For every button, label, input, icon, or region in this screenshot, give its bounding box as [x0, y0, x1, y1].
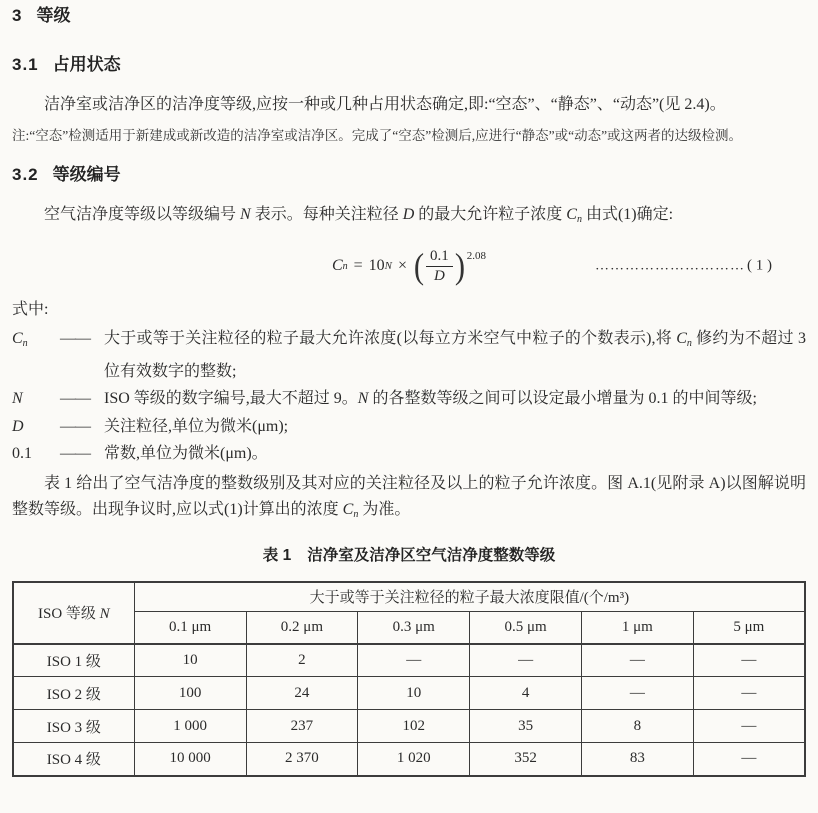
cell: 10 000: [134, 743, 246, 776]
variable-C: C: [566, 206, 577, 223]
text-segment: 表 1 给出了空气洁净度的整数级别及其对应的关注粒径及以上的粒子允许浓度。图 A.1(见附录 A)以图解说明整数等级。出现争议时,应以式(1)计算出的浓度: [12, 474, 806, 518]
cell: 1 000: [134, 710, 246, 743]
definition-n: [12, 385, 806, 413]
row-label: ISO 1 级: [13, 644, 134, 677]
column-header: 1 μm: [581, 612, 693, 644]
definition-dash: ——: [60, 417, 90, 435]
corner-header-label: ISO 等级: [37, 606, 100, 622]
section-title: 等级: [36, 6, 71, 25]
formula-1: [12, 237, 806, 295]
section-3-2-heading: [12, 165, 806, 185]
table-row: [13, 710, 805, 743]
section-title: 等级编号: [52, 165, 121, 184]
where-label: 式中:: [12, 301, 49, 318]
formula-lhs: C: [331, 257, 343, 274]
definition-cn: [12, 325, 806, 385]
cell: 10: [358, 677, 470, 710]
definition-term: D: [12, 417, 24, 435]
definition-01: [12, 440, 806, 468]
definition-text: 常数,单位为微米(μm)。: [104, 445, 268, 462]
column-header: 0.1 μm: [134, 612, 246, 644]
variable-N: N: [240, 206, 251, 223]
exponent-N: N: [384, 260, 392, 272]
subscript-n: n: [22, 338, 28, 349]
cell: —: [693, 710, 805, 743]
cell: —: [470, 644, 582, 677]
table-caption-label: 表 1: [262, 546, 292, 564]
equation-number: ( 1 ): [747, 257, 772, 274]
text-segment: 由式(1)确定:: [581, 206, 674, 223]
cell: 10: [134, 644, 246, 677]
definition-dash: ——: [60, 445, 90, 462]
definition-text: [104, 325, 806, 385]
definition-text: 关注粒径,单位为微米(μm);: [104, 417, 289, 435]
column-header: 0.5 μm: [470, 612, 582, 644]
subscript-n: n: [686, 338, 692, 349]
subscript-n: n: [342, 260, 348, 272]
open-paren: (: [413, 246, 425, 286]
iso-class-table: [12, 581, 806, 777]
text-segment: 为准。: [358, 500, 411, 518]
subscript-n: n: [576, 214, 582, 225]
text-segment: 的各整数等级之间可以设定最小增量为 0.1 的中间等级;: [368, 390, 757, 407]
definition-d: [12, 413, 806, 441]
corner-header-variable: N: [99, 606, 110, 622]
cell: 83: [581, 743, 693, 776]
close-paren: ): [454, 246, 465, 286]
formula-expression: [332, 248, 486, 285]
text-segment: 空气洁净度等级以等级编号: [44, 206, 241, 223]
section-number: 3.1: [12, 55, 39, 74]
cell: 1 020: [358, 743, 470, 776]
definition-list: [12, 325, 806, 468]
exponent-value: 2.08: [466, 249, 487, 262]
section-3-heading: [12, 6, 806, 26]
section-title: 占用状态: [52, 55, 121, 74]
note-paragraph: 注:“空态”检测适用于新建成或新改造的洁净室或洁净区。完成了“空态”检测后,应进行“静态”或“动态”或这两者的达级检测。: [12, 128, 743, 143]
cell: —: [358, 644, 470, 677]
fraction: [426, 248, 453, 285]
variable-C: C: [12, 330, 23, 347]
equals-sign: =: [353, 257, 363, 274]
text-segment: 表示。每种关注粒径: [250, 206, 403, 223]
cell: —: [581, 677, 693, 710]
row-label: ISO 4 级: [13, 743, 134, 776]
cell: —: [693, 644, 805, 677]
paragraph-occupancy: 洁净室或洁净区的洁净度等级,应按一种或几种占用状态确定,即:“空态”、“静态”、“动态”(见 2.4)。: [44, 96, 726, 113]
definition-term: N: [12, 390, 23, 407]
table-row: [13, 677, 805, 710]
cell: 35: [470, 710, 582, 743]
row-label: ISO 3 级: [13, 710, 134, 743]
section-number: 3: [12, 6, 23, 25]
column-header: 5 μm: [693, 612, 805, 644]
cell: —: [581, 644, 693, 677]
formula-base: 10: [368, 257, 385, 274]
section-number: 3.2: [12, 165, 39, 184]
cell: —: [693, 743, 805, 776]
column-header: 0.2 μm: [246, 612, 358, 644]
table-caption-title: 洁净室及洁净区空气洁净度整数等级: [307, 546, 556, 564]
cell: 2: [246, 644, 358, 677]
cell: 100: [134, 677, 246, 710]
cell: 352: [470, 743, 582, 776]
fraction-numerator: 0.1: [426, 248, 453, 267]
variable-N: N: [357, 390, 369, 407]
table-row: [13, 644, 805, 677]
cell: 4: [470, 677, 582, 710]
section-3-1-heading: [12, 55, 806, 75]
corner-header: [13, 582, 134, 644]
definition-term: 0.1: [12, 445, 32, 462]
variable-D: D: [402, 206, 415, 223]
row-label: ISO 2 级: [13, 677, 134, 710]
paragraph-class-number: [12, 202, 806, 233]
fraction-denominator: D: [433, 267, 445, 284]
definition-term: [12, 325, 60, 385]
subscript-n: n: [353, 508, 359, 520]
text-segment: 大于或等于关注粒径的粒子最大允许浓度(以每立方米空气中粒子的个数表示),将: [104, 330, 677, 347]
column-header: 0.3 μm: [358, 612, 470, 644]
cell: 237: [246, 710, 358, 743]
equation-number-group: [595, 258, 772, 275]
text-segment: ISO 等级的数字编号,最大不超过 9。: [104, 390, 358, 407]
multiply-sign: ×: [398, 257, 408, 274]
cell: —: [693, 677, 805, 710]
dot-leader: …………………………: [595, 258, 745, 273]
text-segment: 修约为不超过 3 位有效数字的整数;: [104, 330, 806, 380]
cell: 102: [358, 710, 470, 743]
cell: 8: [581, 710, 693, 743]
span-header: 大于或等于关注粒径的粒子最大浓度限值/(个/m³): [134, 582, 805, 612]
cell: 2 370: [246, 743, 358, 776]
cell: 24: [246, 677, 358, 710]
table-caption: [12, 543, 806, 565]
text-segment: 的最大允许粒子浓度: [414, 206, 567, 223]
definition-text: [104, 385, 806, 413]
paragraph-table-intro: [12, 471, 806, 528]
table-row: [13, 743, 805, 776]
variable-C: C: [676, 330, 687, 347]
variable-C: C: [342, 500, 354, 518]
definition-dash: ——: [60, 390, 90, 407]
definition-dash: ——: [60, 330, 90, 347]
